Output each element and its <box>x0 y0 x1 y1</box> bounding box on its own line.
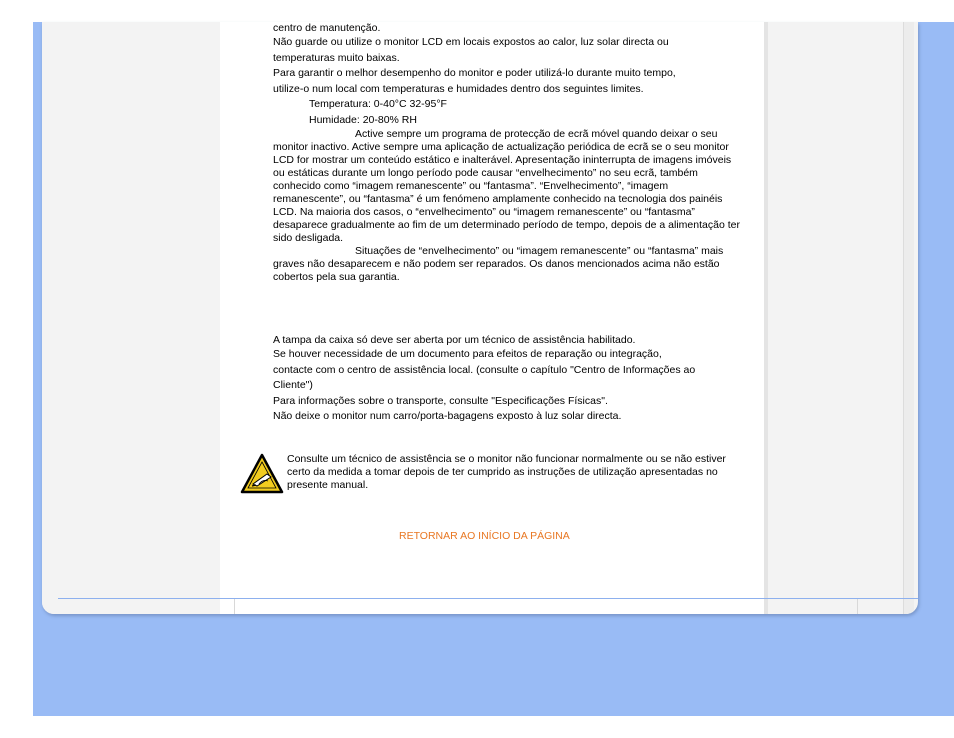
main-content <box>273 22 743 425</box>
service-line: Não deixe o monitor num carro/porta-bagagens exposto à luz solar directa. <box>273 410 622 422</box>
warning-triangle-icon <box>240 453 284 495</box>
body-line: utilize-o num local com temperaturas e humidades dentro dos seguintes limites. <box>273 82 644 95</box>
bottom-rule <box>58 598 918 599</box>
body-line: Para garantir o melhor desempenho do monitor e poder utilizá-lo durante muito tempo, <box>273 67 676 79</box>
service-line: Cliente") <box>273 379 313 391</box>
bottom-divider-right <box>857 599 858 614</box>
humidity-spec: Humidade: 20-80% RH <box>309 113 417 126</box>
service-line: A tampa da caixa só deve ser aberta por um técnico de assistência habilitado. <box>273 334 636 346</box>
warning-text: Consulte um técnico de assistência se o monitor não funcionar normalmente ou se não estiver certo da medida a tomar depois de ter cumprido as instruções de utilização apresentadas no presente manual. <box>287 453 726 491</box>
screensaver-paragraph: Active sempre um programa de protecção de ecrã móvel quando deixar o seu monitor inactivo. Active sempre uma aplicação de actualização periódica de ecrã se o seu monitor LCD for mostrar um conteúdo estático e inalterável. Apresentação ininterrupta de imagens imóveis ou estáticas durante um longo período pode causar “envelhecimento” no seu ecrã, também conhecido como “imagem remanescente” ou “fantasma”. “Envelhecimento”, “imagem remanescente”, ou “fantasma” é um fenómeno amplamente conhecido na tecnologia dos painéis LCD. Na maioria dos casos, o “envelhecimento” ou “imagem remanescente” ou “fantasma” desaparece gradualmente ao fim de um determinado período de tempo, depois de a alimentação ter sido desligada. <box>273 128 740 244</box>
left-column <box>42 22 220 614</box>
right-edge-strip <box>903 22 914 614</box>
body-line: temperaturas muito baixas. <box>273 51 400 64</box>
body-line: Não guarde ou utilize o monitor LCD em locais expostos ao calor, luz solar directa ou <box>273 36 669 48</box>
bottom-divider-left <box>234 599 235 614</box>
right-column <box>764 22 908 614</box>
spacer <box>273 284 743 334</box>
back-to-top-link[interactable]: RETORNAR AO INÍCIO DA PÁGINA <box>399 530 570 542</box>
service-line: contacte com o centro de assistência local. (consulte o capítulo "Centro de Informações ao <box>273 363 696 376</box>
service-line: Para informações sobre o transporte, consulte "Especificações Físicas". <box>273 394 608 407</box>
service-line: Se houver necessidade de um documento para efeitos de reparação ou integração, <box>273 348 662 360</box>
body-line: centro de manutenção. <box>273 22 381 34</box>
warranty-paragraph: Situações de “envelhecimento” ou “imagem remanescente” ou “fantasma” mais graves não desaparecem e não podem ser reparados. Os danos mencionados acima não estão cobertos pela sua garantia. <box>273 245 724 283</box>
temperature-spec: Temperatura: 0-40°C 32-95°F <box>309 98 447 110</box>
